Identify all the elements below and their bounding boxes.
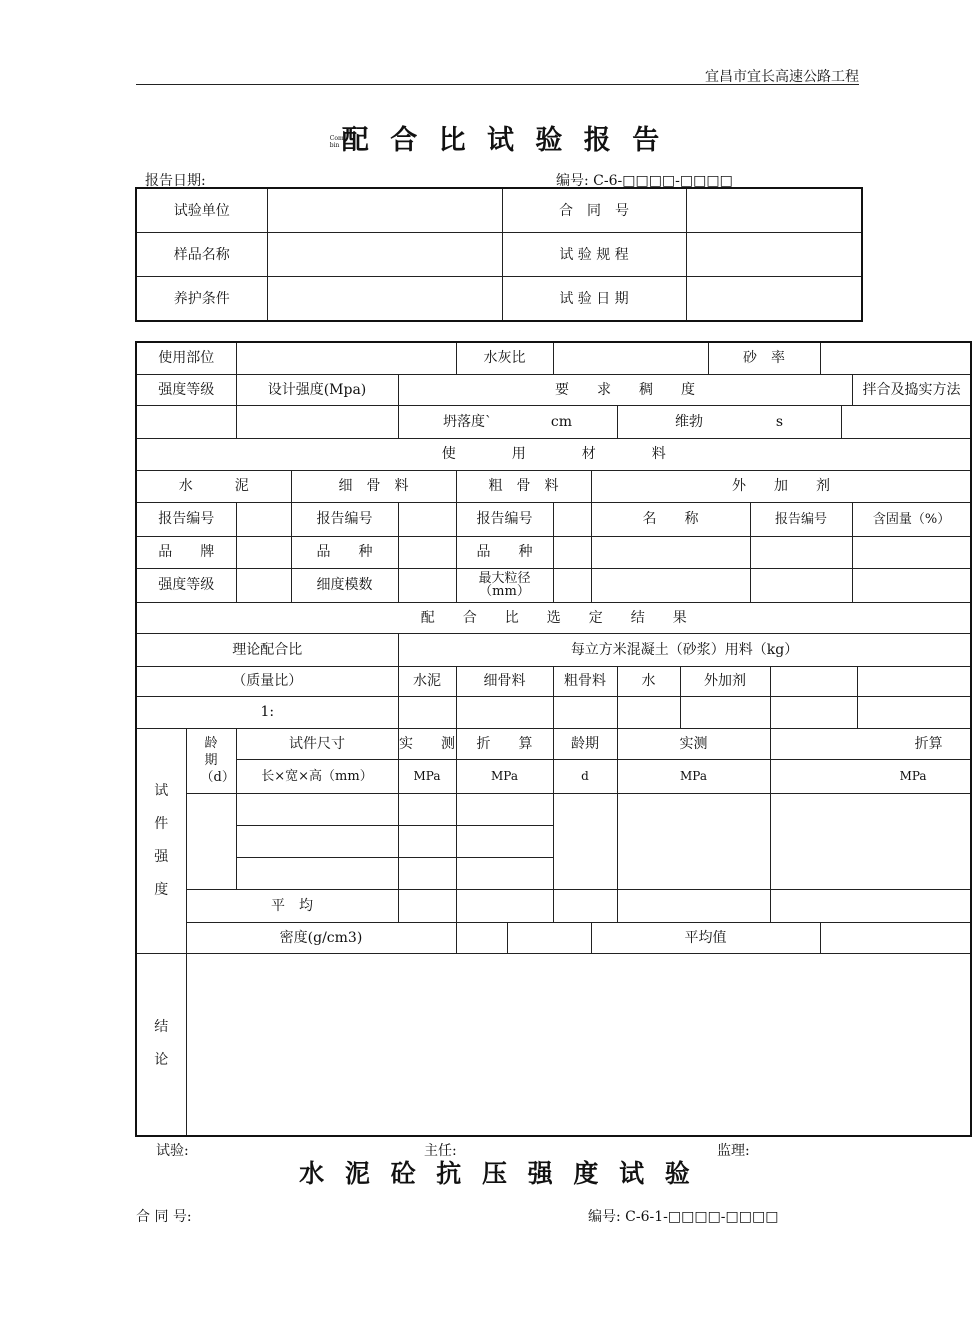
slump-label: 坍落度`	[442, 413, 492, 430]
test-spec-label: 试 验 规 程	[502, 233, 686, 277]
slump-unit: cm	[550, 413, 573, 430]
per-m3-label: 每立方米混凝土（砂浆）用料（kg）	[398, 633, 971, 666]
brand-field[interactable]	[236, 536, 291, 568]
coarse-report-no-label: 报告编号	[456, 502, 553, 536]
next-section-title: 水 泥 砼 抗 压 强 度 试 验	[299, 1159, 696, 1188]
sample-name-field[interactable]	[267, 233, 502, 277]
age-label: 龄期	[553, 728, 617, 759]
conclusion-label: 结论	[136, 953, 186, 1136]
project-name: 宜昌市宜长高速公路工程	[705, 69, 859, 85]
measured-field-2[interactable]	[398, 825, 456, 857]
density-field-1[interactable]	[456, 922, 507, 953]
test-unit-label: 试验单位	[136, 188, 267, 233]
cement-report-no-label: 报告编号	[136, 502, 236, 536]
coarse-agg-header: 粗 骨 料	[456, 470, 591, 502]
test-spec-field[interactable]	[686, 233, 862, 277]
use-part-field[interactable]	[236, 342, 456, 374]
adm-name-field-1[interactable]	[591, 536, 750, 568]
mat-fine-label: 细骨料	[456, 666, 553, 696]
theory-ratio-label: 理论配合比	[136, 633, 398, 666]
amt-coarse[interactable]	[553, 696, 617, 728]
ratio-value[interactable]: 1:	[136, 696, 398, 728]
slump-cell[interactable]	[398, 405, 617, 438]
design-strength-field[interactable]	[236, 405, 398, 438]
measured-label: 实 测	[398, 728, 456, 759]
curing-field[interactable]	[267, 277, 502, 322]
sample-name-label: 样品名称	[136, 233, 267, 277]
avg-value-label: 平均值	[591, 922, 820, 953]
cement-grade-field[interactable]	[236, 568, 291, 602]
age-d-label: 龄期（d）	[186, 728, 236, 793]
adm-name-label: 名 称	[591, 502, 750, 536]
density-label: 密度(g/cm3)	[186, 922, 456, 953]
next-contract-label: 合 同 号:	[136, 1209, 192, 1225]
coarse-variety-field[interactable]	[553, 536, 591, 568]
mix-result-header: 配 合 比 选 定 结 果	[136, 602, 971, 633]
admixture-header: 外 加 剂	[591, 470, 971, 502]
mpa-unit-3: MPa	[617, 759, 770, 793]
amt-adm[interactable]	[680, 696, 770, 728]
adm-solid-field-1[interactable]	[852, 536, 971, 568]
conclusion-field[interactable]	[186, 953, 971, 1136]
adm-report-field-1[interactable]	[750, 536, 852, 568]
materials-header: 使 用 材 料	[136, 438, 971, 470]
converted2-label: 折算	[770, 728, 971, 759]
avg-value-field[interactable]	[820, 922, 971, 953]
test-date-field[interactable]	[686, 277, 862, 322]
title-prefix: Com bin	[329, 134, 344, 149]
mat-water-label: 水	[617, 666, 680, 696]
test-unit-field[interactable]	[267, 188, 502, 233]
mix-method-label: 拌合及捣实方法	[852, 374, 971, 405]
info-table	[135, 187, 863, 322]
amt-fine[interactable]	[456, 696, 553, 728]
director-label: 主任:	[424, 1143, 457, 1159]
mat-coarse-label: 粗骨料	[553, 666, 617, 696]
converted-field-2[interactable]	[456, 825, 553, 857]
vebe-unit: s	[775, 413, 784, 430]
coarse-variety-label: 品 种	[456, 536, 553, 568]
mat-extra-2[interactable]	[857, 666, 971, 696]
mat-adm-label: 外加剂	[680, 666, 770, 696]
fine-variety-field[interactable]	[398, 536, 456, 568]
adm-name-field-2[interactable]	[591, 568, 750, 602]
use-part-label: 使用部位	[136, 342, 236, 374]
measured-field-1[interactable]	[398, 793, 456, 825]
cement-grade-label: 强度等级	[136, 568, 236, 602]
vebe-label: 维勃	[674, 413, 703, 430]
mpa-unit-2: MPa	[456, 759, 553, 793]
day-unit: d	[553, 759, 617, 793]
coarse-report-no-field[interactable]	[553, 502, 591, 536]
sand-ratio-field[interactable]	[820, 342, 971, 374]
mix-test-table	[135, 341, 972, 1137]
measured2-field[interactable]	[617, 793, 770, 889]
test-date-label: 试 验 日 期	[502, 277, 686, 322]
sand-ratio-label: 砂 率	[708, 342, 820, 374]
age-field[interactable]	[186, 793, 236, 889]
fineness-label: 细度模数	[291, 568, 398, 602]
fine-agg-header: 细 骨 料	[291, 470, 456, 502]
amt-extra-1[interactable]	[770, 696, 857, 728]
amt-extra-2[interactable]	[857, 696, 971, 728]
report-date-label: 报告日期:	[145, 173, 206, 189]
wc-ratio-label: 水灰比	[456, 342, 553, 374]
average-converted2[interactable]	[770, 889, 971, 922]
density-field-2[interactable]	[507, 922, 591, 953]
vebe-cell[interactable]	[617, 405, 841, 438]
measured-field-3[interactable]	[398, 857, 456, 889]
fineness-field[interactable]	[398, 568, 456, 602]
adm-report-field-2[interactable]	[750, 568, 852, 602]
page-title: Com bin配 合 比 试 验 报 告	[329, 125, 666, 156]
converted-field-1[interactable]	[456, 793, 553, 825]
mpa-unit-1: MPa	[398, 759, 456, 793]
fine-variety-label: 品 种	[291, 536, 398, 568]
strength-grade-field[interactable]	[136, 405, 236, 438]
measured2-label: 实测	[617, 728, 770, 759]
solid-content-label: 含固量（%）	[852, 502, 971, 536]
cement-report-no-field[interactable]	[236, 502, 291, 536]
design-strength-label: 设计强度(Mpa)	[236, 374, 398, 405]
spec-size-label: 试件尺寸	[236, 728, 398, 759]
fine-report-no-label: 报告编号	[291, 502, 398, 536]
fine-report-no-field[interactable]	[398, 502, 456, 536]
adm-report-no-label: 报告编号	[750, 502, 852, 536]
amt-water[interactable]	[617, 696, 680, 728]
contract-no-label: 合 同 号	[502, 188, 686, 233]
mix-method-field[interactable]	[841, 405, 971, 438]
specimen-strength-label: 试件强度	[136, 728, 186, 953]
adm-solid-field-2[interactable]	[852, 568, 971, 602]
mat-extra-1[interactable]	[770, 666, 857, 696]
contract-no-field[interactable]	[686, 188, 862, 233]
converted2-field[interactable]	[770, 793, 971, 889]
size-field-2[interactable]	[236, 825, 398, 857]
size-field-1[interactable]	[236, 793, 398, 825]
brand-label: 品 牌	[136, 536, 236, 568]
wc-ratio-field[interactable]	[553, 342, 708, 374]
average-measured2[interactable]	[617, 889, 770, 922]
next-serial-label: 编号: C-6-1-□□□□-□□□□	[588, 1209, 779, 1225]
strength-grade-label: 强度等级	[136, 374, 236, 405]
converted-label: 折 算	[456, 728, 553, 759]
curing-label: 养护条件	[136, 277, 267, 322]
max-size-field[interactable]	[553, 568, 591, 602]
average-label: 平 均	[186, 889, 398, 922]
tester-label: 试验:	[156, 1143, 189, 1159]
age2-field[interactable]	[553, 793, 617, 889]
converted-field-3[interactable]	[456, 857, 553, 889]
max-size-label: 最大粒径（mm）	[456, 568, 553, 602]
mat-cement-label: 水泥	[398, 666, 456, 696]
header-divider	[136, 84, 859, 85]
size-field-3[interactable]	[236, 857, 398, 889]
cement-header: 水 泥	[136, 470, 291, 502]
average-age[interactable]	[553, 889, 617, 922]
mass-ratio-label: （质量比）	[136, 666, 398, 696]
supervisor-label: 监理:	[717, 1143, 750, 1159]
average-converted[interactable]	[456, 889, 553, 922]
consistency-label: 要 求 稠 度	[398, 374, 852, 405]
average-measured[interactable]	[398, 889, 456, 922]
report-serial-label: 编号: C-6-□□□□-□□□□	[556, 173, 733, 189]
mpa-unit-4: MPa	[770, 759, 971, 793]
amt-cement[interactable]	[398, 696, 456, 728]
lwh-label: 长×宽×高（mm）	[236, 759, 398, 793]
